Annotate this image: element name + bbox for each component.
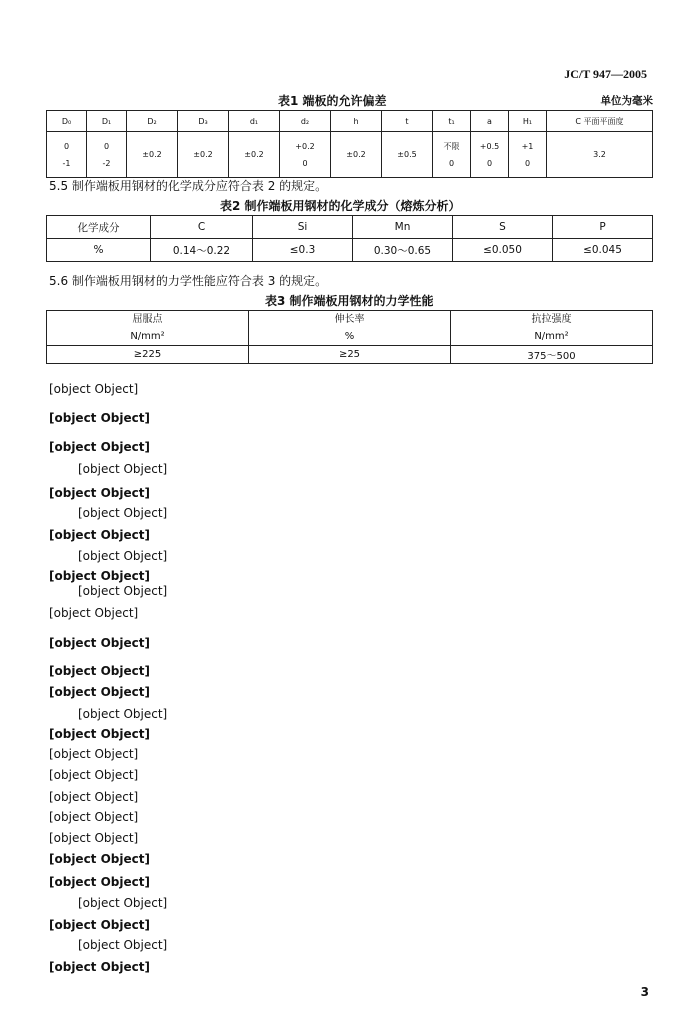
text-line: [object Object] (49, 727, 150, 741)
table-header-cell: d₁ (229, 111, 280, 132)
table-cell (280, 132, 331, 178)
table-cell (47, 132, 87, 178)
text-line: [object Object] (49, 569, 150, 583)
text-line: [object Object] (49, 918, 150, 932)
text-line: [object Object] (49, 875, 150, 889)
header-unit: % (344, 331, 355, 342)
table-header-cell (249, 311, 451, 346)
table-header-cell: P (553, 216, 653, 239)
table-header-cell: Si (253, 216, 353, 239)
cell-upper-value: ±0.2 (346, 150, 366, 159)
table2-caption: 表2 制作端板用钢材的化学成分（熔炼分析） (220, 199, 461, 213)
header-unit: N/mm² (534, 331, 569, 342)
cell-upper-value: ±0.2 (193, 150, 213, 159)
clause-5-5: 5.5 制作端板用钢材的化学成分应符合表 2 的规定。 (49, 179, 328, 193)
table-header-cell: t₁ (433, 111, 471, 132)
table-cell: ≥25 (249, 346, 451, 364)
table-cell: 375～500 (451, 346, 653, 364)
table3-caption: 表3 制作端板用钢材的力学性能 (265, 294, 434, 308)
table-header-cell: h (331, 111, 382, 132)
text-line: [object Object] (49, 606, 139, 620)
text-line: [object Object] (78, 707, 168, 721)
text-line: [object Object] (49, 528, 150, 542)
cell-lower-value: -1 (62, 158, 71, 168)
table1-caption: 表1 端板的允许偏差 (278, 94, 387, 108)
table-header-cell: H₁ (509, 111, 547, 132)
text-line: [object Object] (78, 896, 168, 910)
cell-upper-value: 0 (63, 141, 70, 151)
text-line: [object Object] (49, 636, 150, 650)
table-header-cell: D₂ (127, 111, 178, 132)
cell-upper-value: ±0.2 (142, 150, 162, 159)
clause-5-6: 5.6 制作端板用钢材的力学性能应符合表 3 的规定。 (49, 274, 328, 288)
tolerance-table (46, 110, 653, 178)
table1-unit: 单位为毫米 (600, 95, 653, 107)
page-number: 3 (640, 985, 649, 999)
header-label: 屈服点 (132, 314, 163, 325)
table-cell (547, 132, 653, 178)
table-cell: % (47, 239, 151, 262)
table-cell: 0.14～0.22 (151, 239, 253, 262)
text-line: [object Object] (49, 810, 139, 824)
table-cell: ≤0.3 (253, 239, 353, 262)
cell-lower-value: -2 (102, 158, 111, 168)
table-header-cell (47, 311, 249, 346)
cell-upper-value: +0.2 (295, 141, 315, 151)
table-cell (509, 132, 547, 178)
text-line: [object Object] (78, 584, 168, 598)
table-header-cell: D₀ (47, 111, 87, 132)
table-cell: ≤0.045 (553, 239, 653, 262)
mechanical-properties-table (46, 310, 653, 364)
text-line: [object Object] (49, 852, 150, 866)
table-header-cell: S (453, 216, 553, 239)
text-line: [object Object] (78, 549, 168, 563)
text-line: [object Object] (49, 411, 150, 425)
table-cell (127, 132, 178, 178)
table-header-cell: 化学成分 (47, 216, 151, 239)
table-cell (433, 132, 471, 178)
table-cell (382, 132, 433, 178)
table-header-cell: Mn (353, 216, 453, 239)
header-label: 抗拉强度 (531, 314, 572, 325)
text-line: [object Object] (49, 664, 150, 678)
table-header-cell: a (471, 111, 509, 132)
table-header-cell: C (151, 216, 253, 239)
table-header-cell: C 平面平面度 (547, 111, 653, 132)
text-line: [object Object] (49, 768, 139, 782)
cell-lower-value: 0 (448, 158, 455, 168)
header-label: 伸长率 (334, 314, 365, 325)
table-header-cell: t (382, 111, 433, 132)
table-header-cell: d₂ (280, 111, 331, 132)
cell-lower-value: 0 (302, 158, 308, 168)
table-header-cell (451, 311, 653, 346)
text-line: [object Object] (49, 685, 150, 699)
cell-upper-value: +1 (521, 141, 534, 151)
standard-number: JC/T 947—2005 (564, 67, 647, 81)
cell-lower-value: 0 (486, 158, 493, 168)
text-line: [object Object] (49, 747, 139, 761)
cell-upper-value: ±0.2 (244, 150, 264, 159)
text-line: [object Object] (49, 486, 150, 500)
text-line: [object Object] (49, 440, 150, 454)
table-cell (229, 132, 280, 178)
cell-upper-value: 不限 (443, 141, 460, 151)
text-line: [object Object] (78, 938, 168, 952)
cell-upper-value: +0.5 (479, 141, 500, 151)
cell-upper-value: 3.2 (593, 150, 606, 159)
header-unit: N/mm² (130, 331, 165, 342)
text-line: [object Object] (49, 790, 139, 804)
table-cell: 0.30～0.65 (353, 239, 453, 262)
text-line: [object Object] (49, 960, 150, 974)
cell-upper-value: ±0.5 (397, 150, 417, 159)
table-cell (178, 132, 229, 178)
table-cell (331, 132, 382, 178)
text-line: [object Object] (78, 506, 168, 520)
text-line: [object Object] (49, 382, 139, 396)
table-cell (87, 132, 127, 178)
table-cell (471, 132, 509, 178)
table-header-cell: D₃ (178, 111, 229, 132)
cell-lower-value: 0 (524, 158, 531, 168)
chemical-composition-table (46, 215, 653, 262)
table-cell: ≤0.050 (453, 239, 553, 262)
table-cell: ≥225 (47, 346, 249, 364)
table-header-cell: D₁ (87, 111, 127, 132)
text-line: [object Object] (49, 831, 139, 845)
cell-upper-value: 0 (103, 141, 110, 151)
text-line: [object Object] (78, 462, 168, 476)
